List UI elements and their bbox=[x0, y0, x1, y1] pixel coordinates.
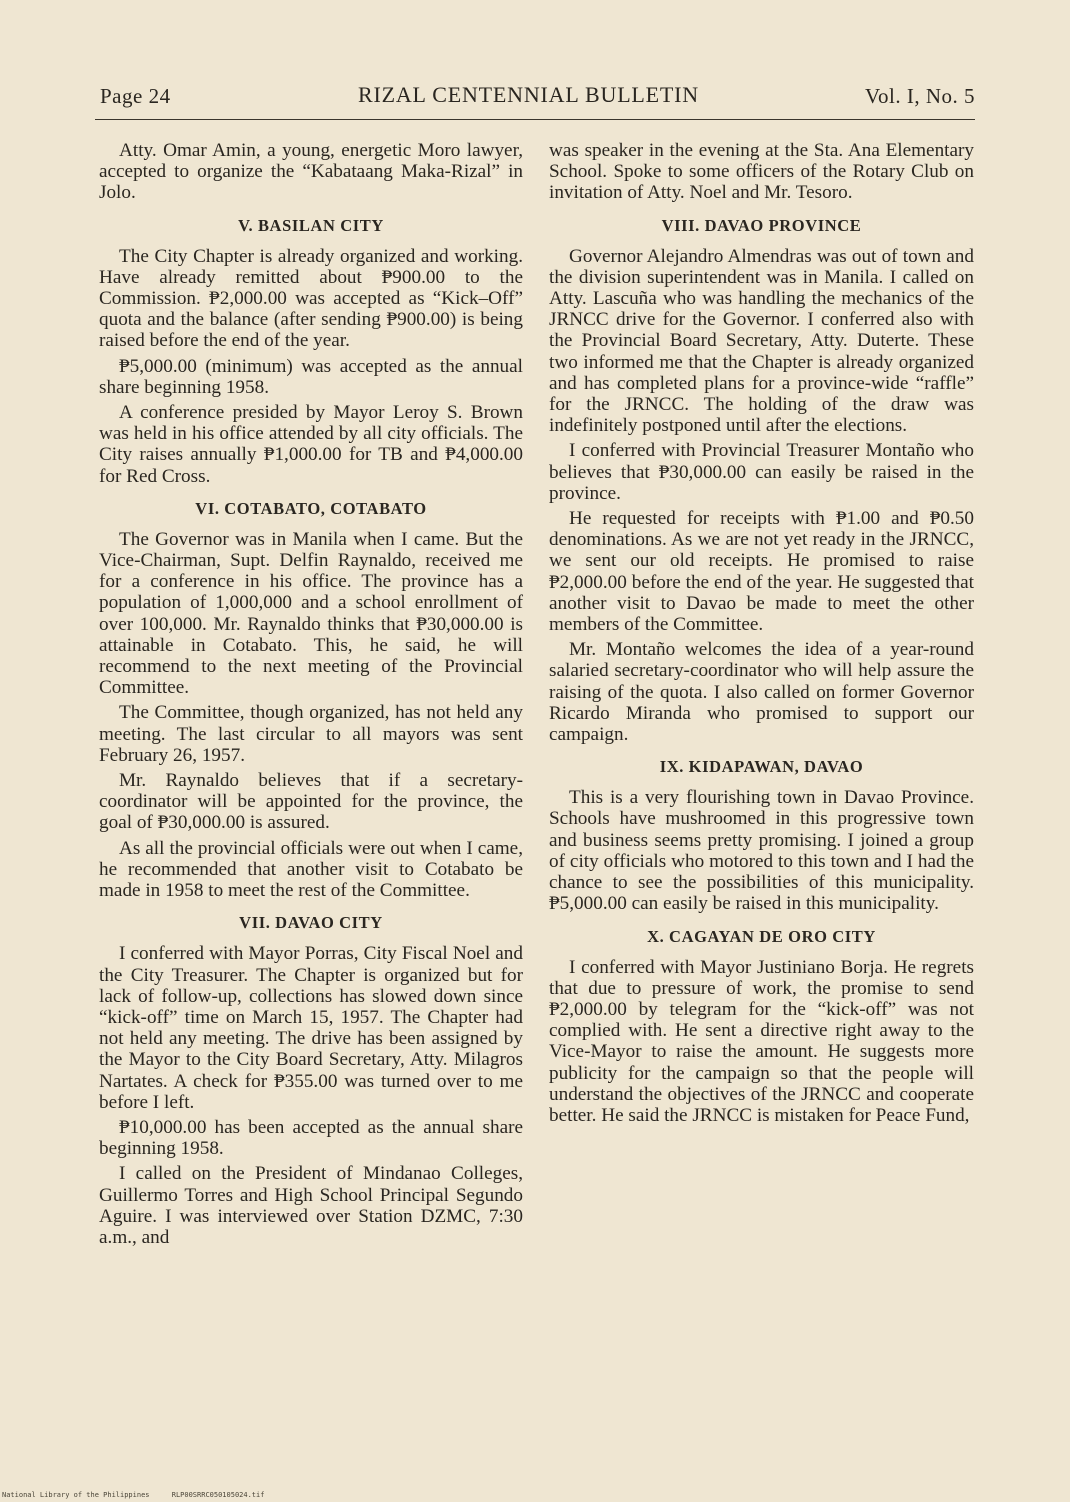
section-heading-cagayan: X. CAGAYAN DE ORO CITY bbox=[647, 926, 876, 946]
paragraph: ₱5,000.00 (minimum) was accepted as the annual share beginning 1958. bbox=[99, 355, 523, 398]
section-heading-davao-province: VIII. DAVAO PROVINCE bbox=[661, 215, 862, 235]
paragraph: I conferred with Mayor Justiniano Borja. He regrets that due to pressure of work, the promise to send ₱2,000.00 by telegram for the “kick-off” was not complied with. He sent a directive right away to the Vice-Mayor to raise the amount. He suggests more publicity for the campaign so that the people will understand the objectives of the JRNCC and cooperate better. He said the JRNCC is mistaken for Peace Fund, bbox=[549, 956, 974, 1126]
publication-title: RIZAL CENTENNIAL BULLETIN bbox=[358, 82, 699, 107]
paragraph: ₱10,000.00 has been accepted as the annual share beginning 1958. bbox=[99, 1116, 523, 1160]
section-heading-basilan: V. BASILAN CITY bbox=[238, 215, 384, 235]
header-rule bbox=[95, 119, 975, 120]
paragraph: I called on the President of Mindanao Colleges, Guillermo Torres and High School Principal Segundo Aguire. I was interviewed over Station DZMC, 7:30 a.m., and bbox=[99, 1163, 523, 1248]
volume-number: Vol. I, No. 5 bbox=[865, 84, 975, 108]
file-name: RLP00SRRC050105024.tif bbox=[171, 1491, 265, 1499]
running-header bbox=[100, 80, 975, 114]
paragraph: was speaker in the evening at the Sta. Ana Elementary School. Spoke to some officers of the Rotary Club on invitation of Atty. Noel and Mr. Tesoro. bbox=[549, 140, 974, 204]
left-column bbox=[99, 140, 523, 1252]
scan-footer bbox=[2, 1491, 282, 1499]
section-heading-davao-city: VII. DAVAO CITY bbox=[239, 913, 383, 933]
section-heading-kidapawan: IX. KIDAPAWAN, DAVAO bbox=[659, 757, 864, 777]
page-number: Page 24 bbox=[100, 84, 171, 108]
paragraph: As all the provincial officials were out when I came, he recommended that another visit to Cotabato be made in 1958 to meet the rest of the Committee. bbox=[99, 837, 523, 902]
section-heading-cotabato: VI. COTABATO, COTABATO bbox=[195, 498, 427, 518]
paragraph: This is a very flourishing town in Davao Province. Schools have mushroomed in this progressive town and business seems pretty promising. I joined a group of city officials who motored to this town and I had the chance to see the possibilities of this municipality. ₱5,000.00 can easily be raised in this municipality. bbox=[549, 787, 974, 915]
paragraph: He requested for receipts with ₱1.00 and ₱0.50 denominations. As we are not yet ready in the JRNCC, we sent our old receipts. He promised to raise ₱2,000.00 before the end of the year. He suggested that another visit to Davao be made to meet the other members of the Committee. bbox=[549, 508, 974, 636]
paragraph: Mr. Raynaldo believes that if a secretary-coordinator will be appointed for the province, the goal of ₱30,000.00 is assured. bbox=[99, 770, 523, 834]
library-credit: National Library of the Philippines bbox=[2, 1491, 150, 1499]
paragraph: The City Chapter is already organized and working. Have already remitted about ₱900.00 to the Commission. ₱2,000.00 was accepted as “Kick–Off” quota and the balance (after sending ₱900.00) is being raised before the end of the year. bbox=[99, 245, 523, 352]
paragraph: Mr. Montaño welcomes the idea of a year-round salaried secretary-coordinator who will help assure the raising of the quota. I also called on former Governor Ricardo Miranda who promised to support our campaign. bbox=[549, 639, 974, 746]
paragraph: I conferred with Provincial Treasurer Montaño who believes that ₱30,000.00 can easily be raised in the province. bbox=[549, 440, 974, 504]
paragraph: Governor Alejandro Almendras was out of town and the division superintendent was in Manila. I called on Atty. Lascuña who was handling the mechanics of the JRNCC drive for the Governor. I conferred also with the Provincial Board Secretary, Atty. Duterte. These two informed me that the Chapter is already organized and has completed plans for a province-wide “raffle” for the JRNCC. The holding of the draw was indefinitely postponed until after the elections. bbox=[549, 245, 974, 437]
paragraph: I conferred with Mayor Porras, City Fiscal Noel and the City Treasurer. The Chapter is organized but for lack of follow-up, collections has slowed down since “kick-off” time on March 15, 1957. The Chapter had not held any meeting. The drive has been assigned by the Mayor to the City Board Secretary, Atty. Milagros Nartates. A check for ₱355.00 was turned over to me before I left. bbox=[99, 943, 523, 1113]
right-column bbox=[549, 140, 974, 1130]
paragraph: The Committee, though organized, has not held any meeting. The last circular to all mayors was sent February 26, 1957. bbox=[99, 702, 523, 766]
paragraph: The Governor was in Manila when I came. But the Vice-Chairman, Supt. Delfin Raynaldo, received me for a conference in his office. The province has a population of 1,000,000 and a school enrollment of over 100,000. Mr. Raynaldo thinks that ₱30,000.00 is attainable in Cotabato. This, he said, he will recommend to the next meeting of the Provincial Committee. bbox=[99, 528, 523, 699]
paragraph: Atty. Omar Amin, a young, energetic Moro lawyer, accepted to organize the “Kabataang Maka-Rizal” in Jolo. bbox=[99, 140, 523, 204]
paragraph: A conference presided by Mayor Leroy S. Brown was held in his office attended by all city officials. The City raises annually ₱1,000.00 for TB and ₱4,000.00 for Red Cross. bbox=[99, 402, 523, 487]
